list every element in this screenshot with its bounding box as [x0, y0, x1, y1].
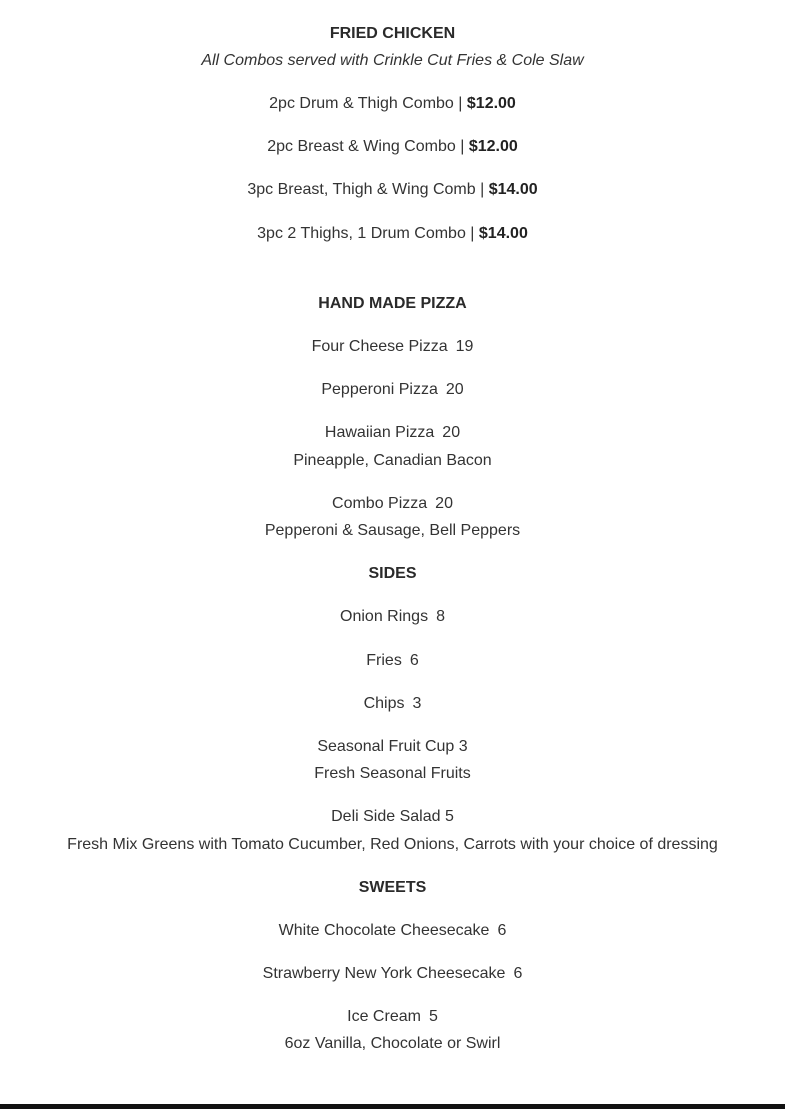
- item-price: 5: [428, 1008, 438, 1025]
- menu-item: [0, 651, 785, 671]
- menu-item: [0, 337, 785, 357]
- section-heading-sides: SIDES: [368, 565, 417, 582]
- item-name: 3pc Breast, Thigh & Wing Comb |: [247, 181, 485, 198]
- menu-item: [0, 494, 785, 514]
- menu-item: [0, 380, 785, 400]
- section-heading-pizza: HAND MADE PIZZA: [318, 295, 467, 312]
- combo-note: All Combos served with Crinkle Cut Fries & Cole Slaw: [201, 52, 584, 69]
- menu-item: [0, 921, 785, 941]
- menu-item: [0, 964, 785, 984]
- item-description: Fresh Mix Greens with Tomato Cucumber, Red Onions, Carrots with your choice of dressing: [67, 836, 718, 853]
- menu-item: [0, 423, 785, 443]
- item-price: $14.00: [488, 181, 538, 198]
- item-name: Combo Pizza: [332, 495, 428, 512]
- item-name: Chips: [363, 695, 405, 712]
- menu-item: [0, 137, 785, 157]
- item-description: 6oz Vanilla, Chocolate or Swirl: [284, 1035, 501, 1052]
- item-name: Onion Rings: [340, 608, 429, 625]
- item-name: 2pc Drum & Thigh Combo |: [269, 95, 463, 112]
- item-description: Fresh Seasonal Fruits: [314, 765, 471, 782]
- item-name: Pepperoni Pizza: [321, 381, 438, 398]
- item-description: Pineapple, Canadian Bacon: [293, 452, 492, 469]
- menu-item: [0, 1007, 785, 1027]
- item-description: Pepperoni & Sausage, Bell Peppers: [264, 522, 521, 539]
- menu-item: [0, 94, 785, 114]
- menu-item: [0, 224, 785, 244]
- item-name: Hawaiian Pizza: [324, 424, 435, 441]
- item-price: $12.00: [468, 138, 518, 155]
- item-name: 2pc Breast & Wing Combo |: [267, 138, 465, 155]
- item-price: 20: [435, 495, 453, 512]
- section-heading-fried-chicken: FRIED CHICKEN: [329, 25, 456, 42]
- item-name: 3pc 2 Thighs, 1 Drum Combo |: [257, 225, 475, 242]
- menu-item: [0, 180, 785, 200]
- item-price: 20: [445, 381, 464, 398]
- menu-item: Seasonal Fruit Cup 3: [317, 738, 468, 755]
- item-price: 8: [436, 608, 445, 625]
- item-price: 20: [442, 424, 461, 441]
- item-price: $12.00: [466, 95, 516, 112]
- menu-item: [0, 607, 785, 627]
- item-price: $14.00: [478, 225, 528, 242]
- item-price: 19: [455, 338, 474, 355]
- bottom-divider: [0, 1104, 785, 1109]
- item-price: 3: [412, 695, 422, 712]
- item-name: Ice Cream: [347, 1008, 421, 1025]
- item-name: White Chocolate Cheesecake: [278, 922, 490, 939]
- item-price: 6: [497, 922, 507, 939]
- item-name: Four Cheese Pizza: [311, 338, 448, 355]
- item-price: 6: [513, 965, 523, 982]
- menu-item: Deli Side Salad 5: [331, 808, 454, 825]
- menu-item: [0, 694, 785, 714]
- item-name: Strawberry New York Cheesecake: [262, 965, 506, 982]
- item-price: 6: [409, 652, 419, 669]
- item-name: Fries: [366, 652, 402, 669]
- section-heading-sweets: SWEETS: [358, 879, 427, 896]
